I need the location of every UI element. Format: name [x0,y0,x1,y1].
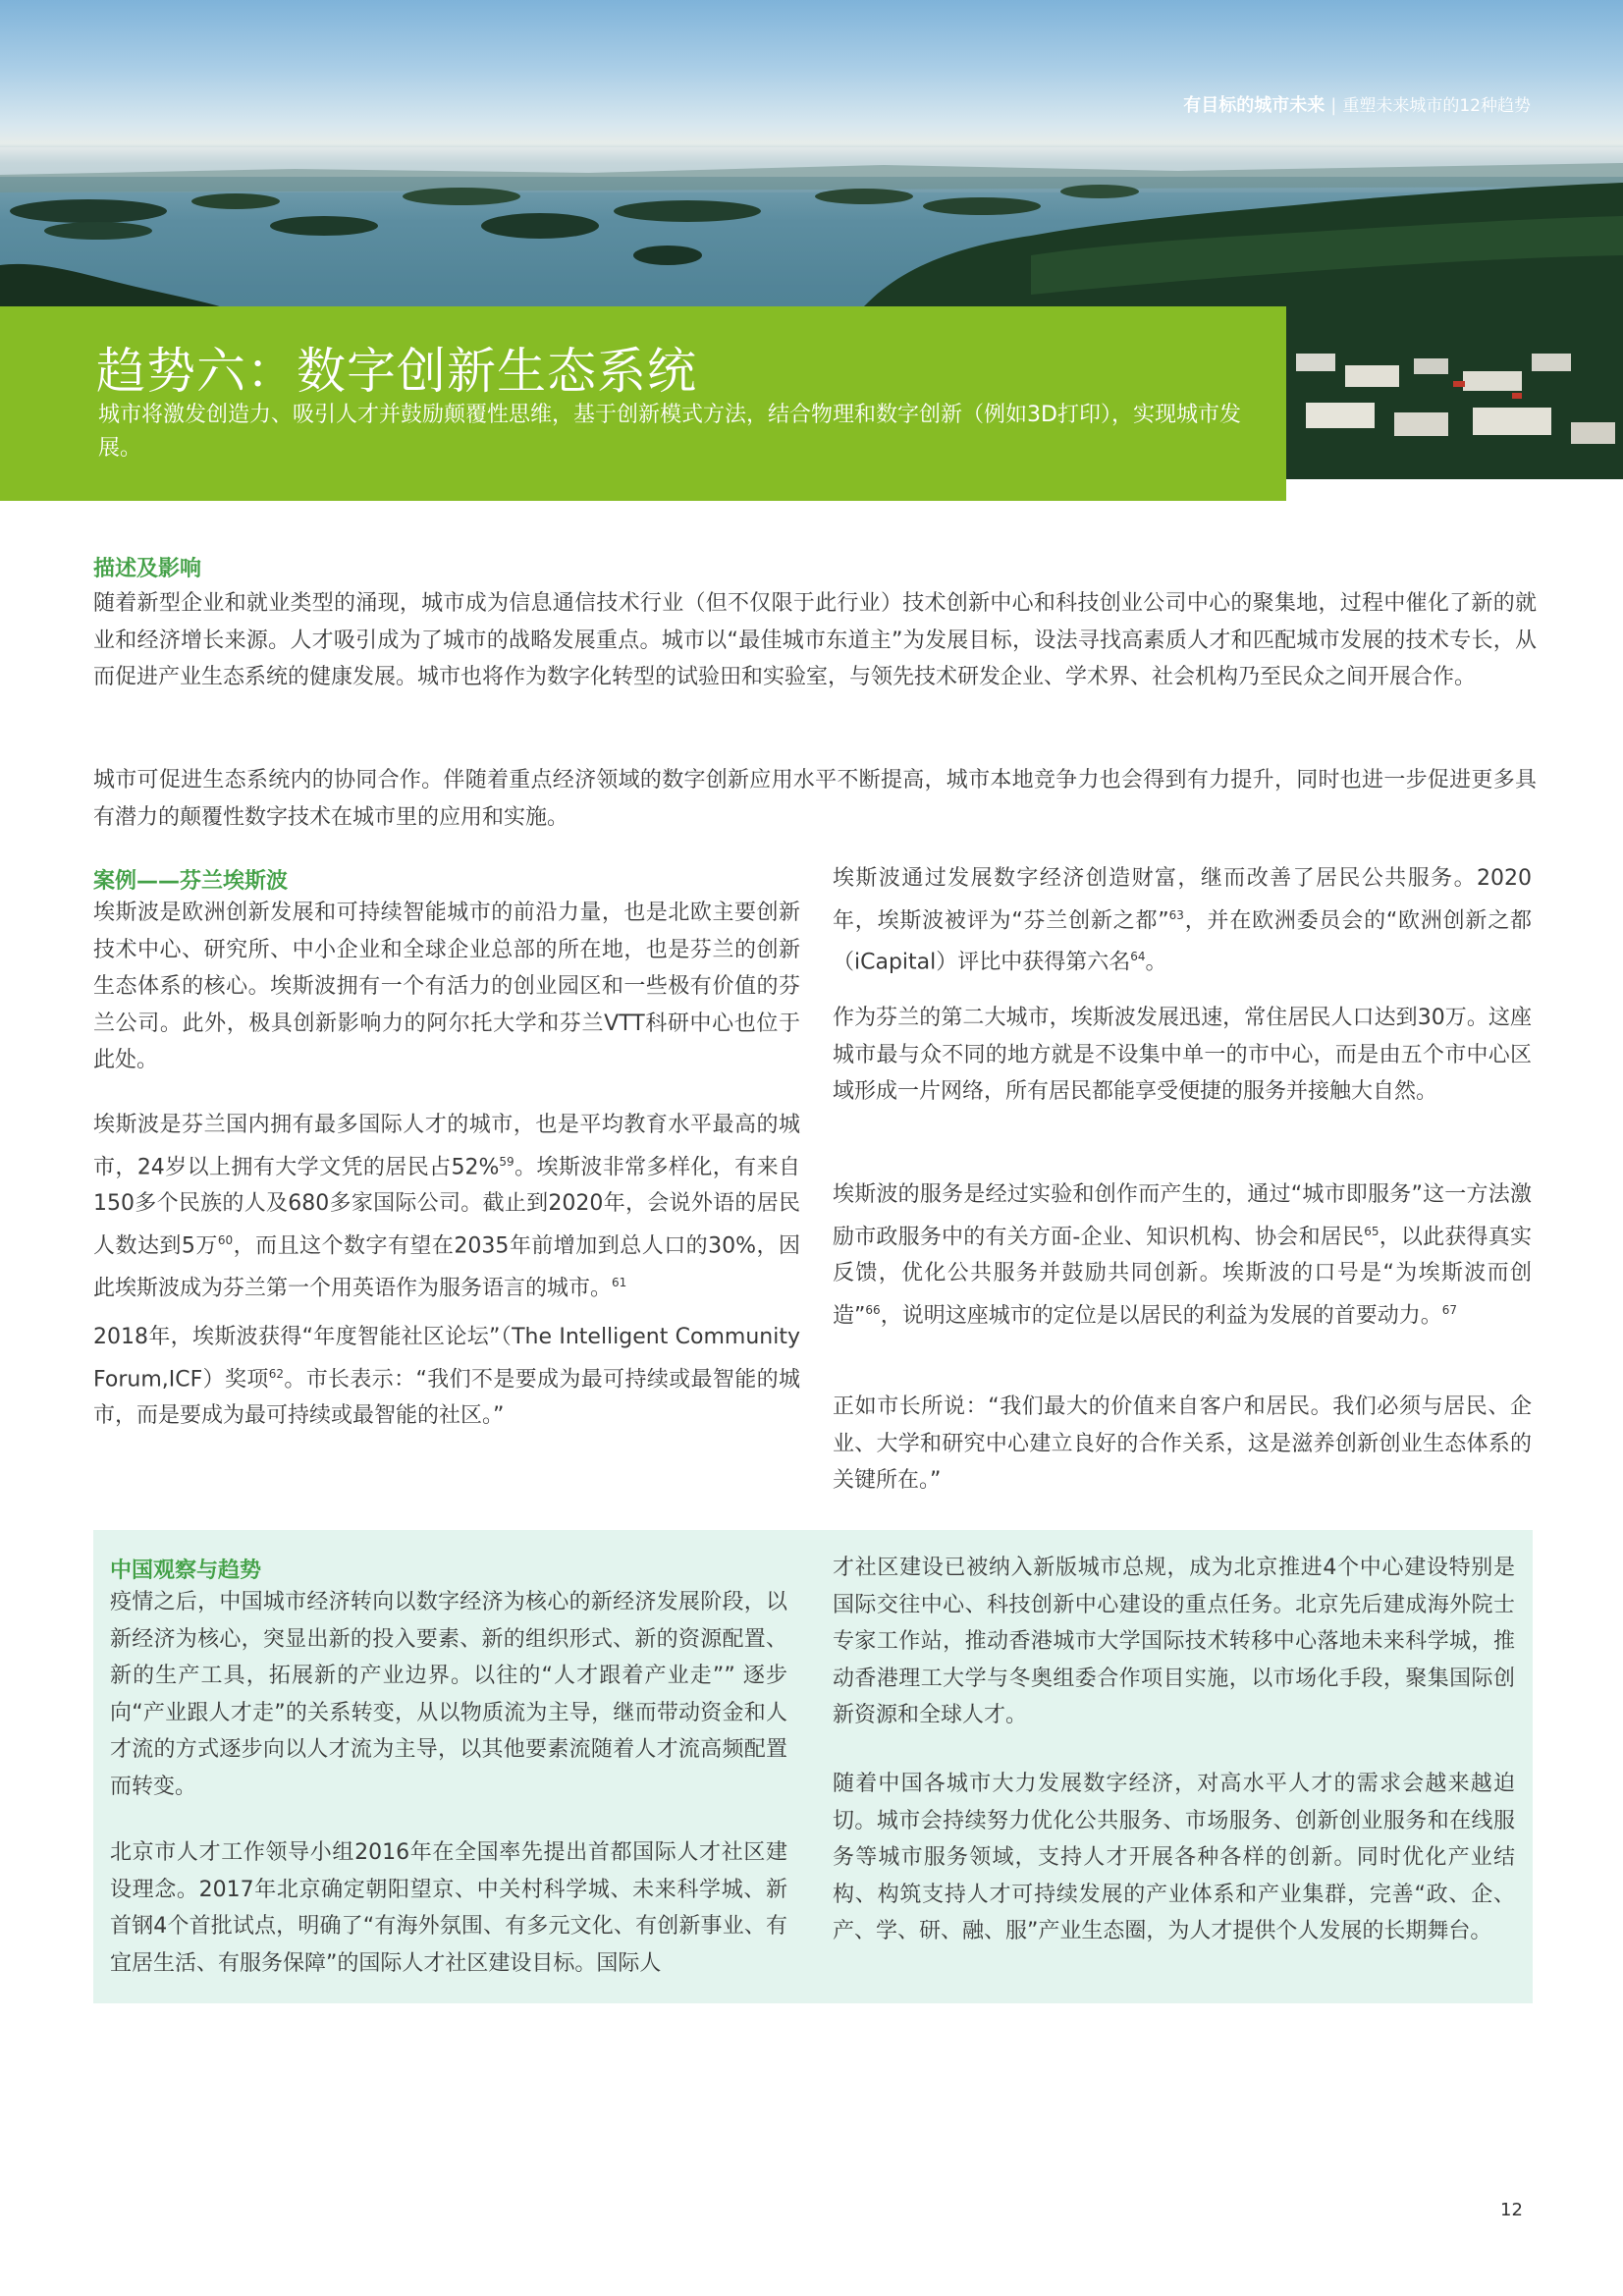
case-right-p1-text-b: ，并在欧洲委员会的“欧洲创新之都（iCapital）评比中获得第六名 [833,907,1533,975]
case-right-p3-text-a: 埃斯波的服务是经过实验和创作而产生的，通过“城市即服务”这一方法激励市政服务中的有关方面-企业、知识机构、协会和居民 [833,1182,1532,1249]
china-left-paragraph-2: 北京市人才工作领导小组2016年在全国率先提出首都国际人才社区建设理念。2017年北京确定朝阳望京、中关村科学城、未来科学城、新首钢4个首批试点，明确了“有海外氛围、有多元文化、有创新事业、有宜居生活、有服务保障”的国际人才社区建设目标。国际人 [110,1840,787,1976]
footnote-ref: 65 [1364,1224,1380,1238]
trend-subtitle: 城市将激发创造力、吸引人才并鼓励颠覆性思维，基于创新模式方法，结合物理和数字创新（例如3D打印），实现城市发展。 [98,403,1241,461]
case-right-paragraph-4: 正如市长所说：“我们最大的价值来自客户和居民。我们必须与居民、企业、大学和研究中心建立良好的合作关系，这是滋养创新创业生态体系的关键所在。” [833,1394,1532,1493]
case-right-p3-text-c: ，说明这座城市的定位是以居民的利益为发展的首要动力。 [880,1303,1442,1329]
description-heading: 描述及影响 [93,557,202,581]
footnote-ref: 64 [1130,950,1146,964]
case-right-paragraph-2: 作为芬兰的第二大城市，埃斯波发展迅速，常住居民人口达到30万。这座城市最与众不同的地方就是不设集中单一的市中心，而是由五个市中心区域形成一片网络，所有居民都能享受便捷的服务并接触大自然。 [833,1006,1532,1104]
description-paragraph-2: 城市可促进生态系统内的协同合作。伴随着重点经济领域的数字创新应用水平不断提高，城市本地竞争力也会得到有力提升，同时也进一步促进更多具有潜力的颠覆性数字技术在城市里的应用和实施。 [93,768,1537,830]
trend-title: 趋势六：数字创新生态系统 [96,343,697,400]
case-left-p3-text-a: 2018年，埃斯波获得“年度智能社区论坛”（The Intelligent Community Forum,ICF）奖项 [93,1325,800,1392]
footnote-ref: 63 [1168,907,1184,922]
case-right-paragraph-3 [833,1176,1532,1335]
footnote-ref: 61 [612,1275,627,1289]
case-left-paragraph-1: 埃斯波是欧洲创新发展和可持续智能城市的前沿力量，也是北欧主要创新技术中心、研究所、中小企业和全球企业总部的所在地，也是芬兰的创新生态体系的核心。埃斯波拥有一个有活力的创业园区和一些极有价值的芬兰公司。此外，极具创新影响力的阿尔托大学和芬兰VTT科研中心也位于此处。 [93,901,800,1072]
footnote-ref: 62 [268,1366,284,1381]
case-left-p2-text-a: 埃斯波是芬兰国内拥有最多国际人才的城市，也是平均教育水平最高的城市，24岁以上拥有大学文凭的居民占52% [93,1113,800,1179]
china-left-paragraph-1: 疫情之后，中国城市经济转向以数字经济为核心的新经济发展阶段，以新经济为核心，突显出新的投入要素、新的组织形式、新的资源配置、新的生产工具，拓展新的产业边界。以往的“人才跟着产业走”” 逐步向“产业跟人才走”的关系转变，从以物质流为主导，继而带动资金和人才流的方式逐步向以人才流为主导，以其他要素流随着人才流高频配置而转变。 [110,1590,787,1799]
china-heading: 中国观察与趋势 [110,1558,262,1583]
description-paragraph-1: 随着新型企业和就业类型的涌现，城市成为信息通信技术行业（但不仅限于此行业）技术创新中心和科技创业公司中心的聚集地，过程中催化了新的就业和经济增长来源。人才吸引成为了城市的战略发展重点。城市以“最佳城市东道主”为发展目标，设法寻找高素质人才和匹配城市发展的技术专长，从而促进产业生态系统的健康发展。城市也将作为数字化转型的试验田和实验室，与领先技术研发企业、学术界、社会机构乃至民众之间开展合作。 [93,591,1537,689]
page-number: 12 [1500,2200,1523,2220]
footnote-ref: 67 [1441,1302,1457,1317]
case-left-p2-text-b: 。埃斯波非常多样化，有来自150多个民族的人及680多家国际公司。截止到2020年，会说外语的居民人数达到5万 [93,1154,800,1259]
header-title: 有目标的城市未来 [1183,95,1325,116]
case-left-paragraph-3 [93,1319,800,1435]
case-right-p1-text-c: 。 [1145,950,1167,975]
header-subtitle: 重塑未来城市的12种趋势 [1342,96,1531,116]
header-separator: | [1330,95,1337,116]
case-left-p3-text-b: 。市长表示：“我们不是要成为最可持续或最智能的城市，而是要成为最可持续或最智能的社区。” [93,1366,800,1429]
china-right-paragraph-1: 才社区建设已被纳入新版城市总规，成为北京推进4个中心建设特别是国际交往中心、科技创新中心建设的重点任务。北京先后建成海外院士专家工作站，推动香港城市大学国际技术转移中心落地未来科学城，推动香港理工大学与冬奥组委合作项目实施，以市场化手段，聚集国际创新资源和全球人才。 [833,1556,1515,1727]
case-right-p1-text-a: 埃斯波通过发展数字经济创造财富，继而改善了居民公共服务。2020年，埃斯波被评为“芬兰创新之都” [833,866,1532,933]
case-right-p3-text-b: ，以此获得真实反馈，优化公共服务并鼓励共同创新。埃斯波的口号是“为埃斯波而创造” [833,1224,1532,1329]
case-heading: 案例——芬兰埃斯波 [93,869,289,894]
china-right-paragraph-2: 随着中国各城市大力发展数字经济，对高水平人才的需求会越来越迫切。城市会持续努力优化公共服务、市场服务、创新创业服务和在线服务等城市服务领域，支持人才开展各种各样的创新。同时优化产业结构、构筑支持人才可持续发展的产业体系和产业集群，完善“政、企、产、学、研、融、服”产业生态圈，为人才提供个人发展的长期舞台。 [833,1772,1515,1943]
case-left-p2-text-c: ，而且这个数字有望在2035年前增加到总人口的30%，因此埃斯波成为芬兰第一个用英语作为服务语言的城市。 [93,1233,800,1300]
case-right-paragraph-1 [833,860,1532,981]
footnote-ref: 66 [865,1302,881,1317]
footnote-ref: 59 [499,1154,514,1169]
document-header [1183,91,1531,117]
case-left-paragraph-2 [93,1107,800,1306]
footnote-ref: 60 [217,1232,234,1247]
